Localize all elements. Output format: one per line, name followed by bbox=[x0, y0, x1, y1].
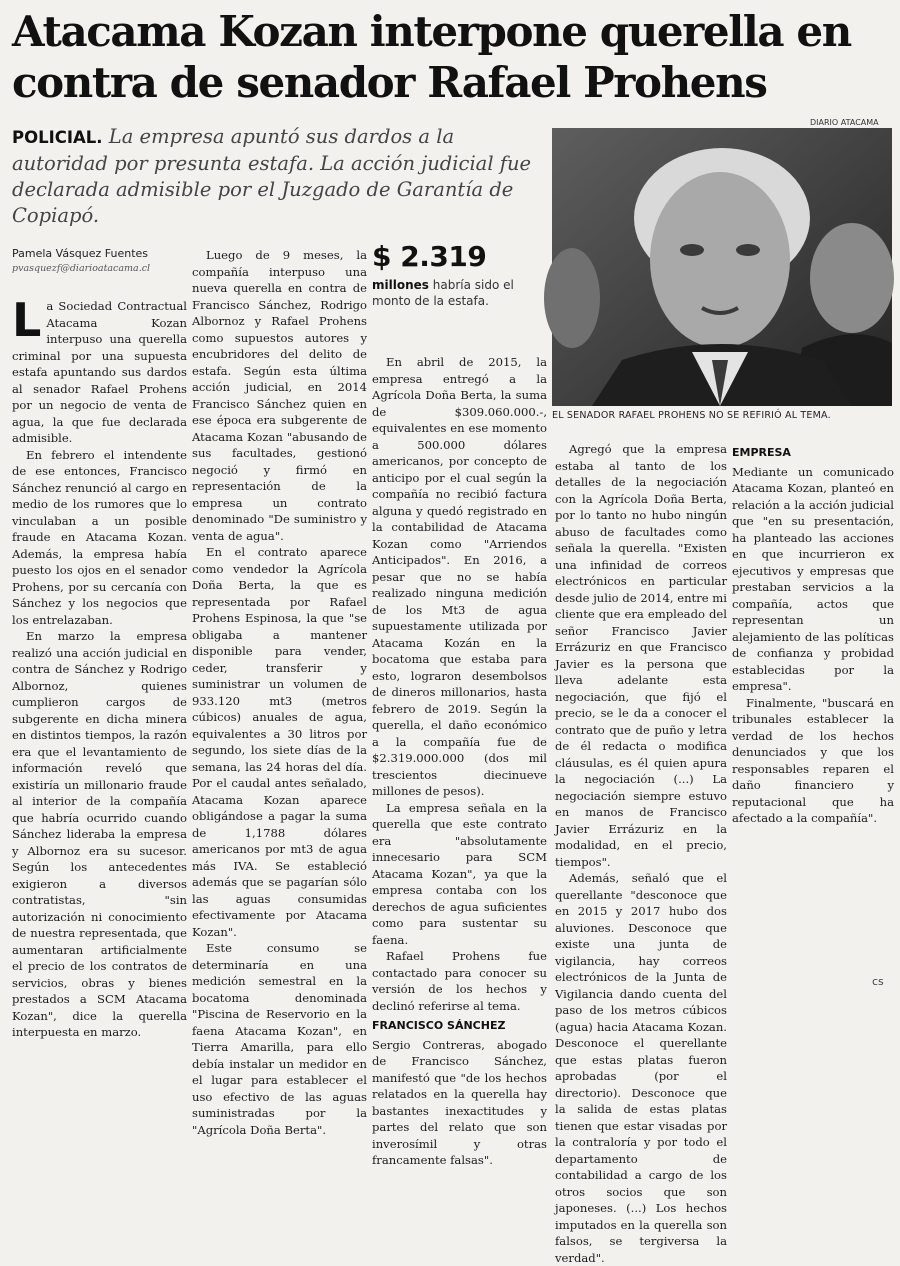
paragraph: En abril de 2015, la empresa entregó a la Agrícola Doña Berta, la suma de $309.060.000.-, equivalentes en ese momento a 500.000 dólares americanos, por concepto de anticipo por el cual según la compañía no recibió factura alguna y quedó registrado en la contabilidad de Atacama Kozan como "Arriendos Anticipados". En 2016, a pesar que no se había realizado ninguna medición de los Mt3 de agua supuestamente utilizada por Atacama Kozán en la bocatoma que estaba para esto, lograron desembolsos de dineros millonarios, hasta febrero de 2019. Según la querella, el daño económico a la compañía fue de $2.319.000.000 (dos mil trescientos diecinueve millones de pesos). bbox=[372, 355, 547, 798]
kicker: POLICIAL. bbox=[12, 128, 103, 147]
article-column-2 bbox=[192, 247, 367, 1137]
paragraph: Luego de 9 meses, la compañía interpuso una nueva querella en contra de Francisco Sánchez, Rodrigo Albornoz y Rafael Prohens como supuestos autores y encubridores del delito de estafa. Según esta última acción judicial, en 2014 Francisco Sánchez quien en ese época era subgerente de Atacama Kozan "abusando de sus facultades, gestionó negoció y firmó en representación de la empresa un contrato denominado "De suministro y venta de agua". bbox=[192, 248, 367, 543]
article-column-3 bbox=[372, 354, 547, 1167]
paragraph: En febrero el intendente de ese entonces, Francisco Sánchez renunció al cargo en medio de los rumores que lo vinculaban a un posible fraude en Atacama Kozan. Además, la empresa había puesto los ojos en el senador Prohens, por su cercanía con Sánchez y los negocios que los entrelazaban. bbox=[12, 447, 187, 627]
callout-unit: millones bbox=[372, 278, 429, 292]
subhead-empresa: EMPRESA bbox=[732, 446, 791, 459]
paragraph: Además, señaló que el querellante "desconoce que en 2015 y 2017 hubo dos aluviones. Desconoce que existe una junta de vigilancia, hay correos electrónicos de la Junta de Vigilancia dando cuenta del paso de los metros cúbicos (agua) hacia Atacama Kozan. Desconoce el querellante que estas platas fueron aprobadas (por el directorio). Desconoce que la salida de estas platas tienen que estar visadas por la contraloría y por todo el departamento de contabilidad a cargo de los otros socios que son japoneses. (...) Los hechos imputados en la querella son falsos, se tergiversa la verdad". bbox=[555, 871, 727, 1265]
article-column-4 bbox=[555, 441, 727, 1265]
deck bbox=[12, 124, 547, 229]
callout-text bbox=[372, 277, 547, 309]
deck-text: La empresa apuntó sus dardos a la autoridad por presunta estafa. La acción judicial fue declarada admisible por el Juzgado de Garantía de Copiapó. bbox=[12, 125, 532, 227]
paragraph: La Sociedad Contractual Atacama Kozan interpuso una querella criminal por una supuesta estafa apuntando sus dardos al senador Rafael Prohens por un negocio de venta de agua, la que fue declarada admisible. bbox=[12, 293, 187, 445]
paragraph: Rafael Prohens fue contactado para conocer su versión de los hechos y declinó referirse al tema. bbox=[372, 949, 547, 1013]
photo-caption: EL SENADOR RAFAEL PROHENS NO SE REFIRIÓ AL TEMA. bbox=[552, 410, 831, 421]
article-column-5 bbox=[732, 441, 894, 991]
callout-description: habría sido el monto de la estafa. bbox=[372, 278, 514, 308]
paragraph: La empresa señala en la querella que este contrato era "absolutamente innecesario para SCM Atacama Kozan", ya que la empresa contaba con los derechos de agua suficientes como para sustentar su faena. bbox=[372, 800, 547, 947]
dropcap: L bbox=[12, 293, 42, 347]
byline bbox=[12, 247, 187, 274]
article-column-1 bbox=[12, 293, 187, 1039]
headline: Atacama Kozan interpone querella en contra de senador Rafael Prohens bbox=[12, 7, 851, 107]
callout-amount: $ 2.319 bbox=[372, 240, 487, 273]
senator-photo bbox=[552, 128, 892, 406]
paragraph: Mediante un comunicado Atacama Kozan, planteó en relación a la acción judicial que "en su presentación, ha planteado las acciones en que incurrieron ex ejecutivos y empresas que prestaban servicios a la compañía, actos que representan un alejamiento de las políticas de confianza y probidad establecidas por la empresa". bbox=[732, 464, 894, 693]
end-mark: cs bbox=[872, 975, 884, 988]
photo-illustration bbox=[552, 128, 892, 406]
paragraph: Finalmente, "buscará en tribunales establecer la verdad de los hechos denunciados y que los responsables reparen el daño financiero y reputacional que ha afectado a la compañía". bbox=[732, 695, 894, 825]
paragraph: Este consumo se determinaría en una medición semestral en la bocatoma denominada "Piscina de Reservorio en la faena Atacama Kozan", en Tierra Amarilla, para ello debía instalar un medidor en el lugar para establecer el uso efectivo de las aguas suministradas por la "Agrícola Doña Berta". bbox=[192, 941, 367, 1137]
paragraph: Sergio Contreras, abogado de Francisco Sánchez, manifestó que "de los hechos relatados en la querella hay bastantes inexactitudes y partes del relato que son inverosímil y otras francamente falsas". bbox=[372, 1037, 547, 1167]
paragraph: En el contrato aparece como vendedor la Agrícola Doña Berta, la que es representada por Rafael Prohens Espinosa, la que "se obligaba a mantener disponible para vender, ceder, transferir y suministrar un volumen de 933.120 mt3 (metros cúbicos) anuales de agua, equivalentes a 30 litros por segundo, los siete días de la semana, las 24 horas del día. Por el caudal antes señalado, Atacama Kozan aparece obligándose a pagar la suma de 1,1788 dólares americanos por mt3 de agua más IVA. Se estableció además que se pagarían sólo las aguas consumidas efectivamente por Atacama Kozan". bbox=[192, 545, 367, 939]
photo-credit: DIARIO ATACAMA bbox=[810, 118, 879, 127]
paragraph: En marzo la empresa realizó una acción judicial en contra de Sánchez y Rodrigo Albornoz, quienes cumplieron cargos de subgerente en dicha minera en distintos tiempos, la razón era que el levantamiento de información reveló que existiría un millonario fraude al interior de la compañía que habría ocurrido cuando Sánchez lideraba la empresa y Albornoz era su sucesor. Según los antecedentes exigieron a diversos contratistas, "sin autorización ni conocimiento de nuestra representada, que aumentaran artificialmente el precio de los contratos de servicios, obras y bienes prestados a SCM Atacama Kozan", dice la querella interpuesta en marzo. bbox=[12, 629, 187, 1039]
paragraph: Agregó que la empresa estaba al tanto de los detalles de la negociación con la Agrícola Doña Berta, por lo tanto no hubo ningún abuso de facultades como señala la querella. "Existen una infinidad de correos electrónicos en particular desde julio de 2014, entre mi cliente que era empleado del señor Francisco Javier Errázuriz en que Francisco Javier es la persona que lleva adelante esta negociación, que fijó el precio, se le da a conocer el contrato que de puño y letra de él redacta o modifica cláusulas, es él quien apura la negociación (...) La negociación siempre estuvo en manos de Francisco Javier Errázuriz en la modalidad, en el precio, tiempos". bbox=[555, 442, 727, 869]
byline-email: pvasquezf@diarioatacama.cl bbox=[12, 263, 151, 274]
subhead-francisco-sanchez: FRANCISCO SÁNCHEZ bbox=[372, 1019, 506, 1032]
callout bbox=[372, 240, 547, 309]
byline-name: Pamela Vásquez Fuentes bbox=[12, 247, 149, 260]
